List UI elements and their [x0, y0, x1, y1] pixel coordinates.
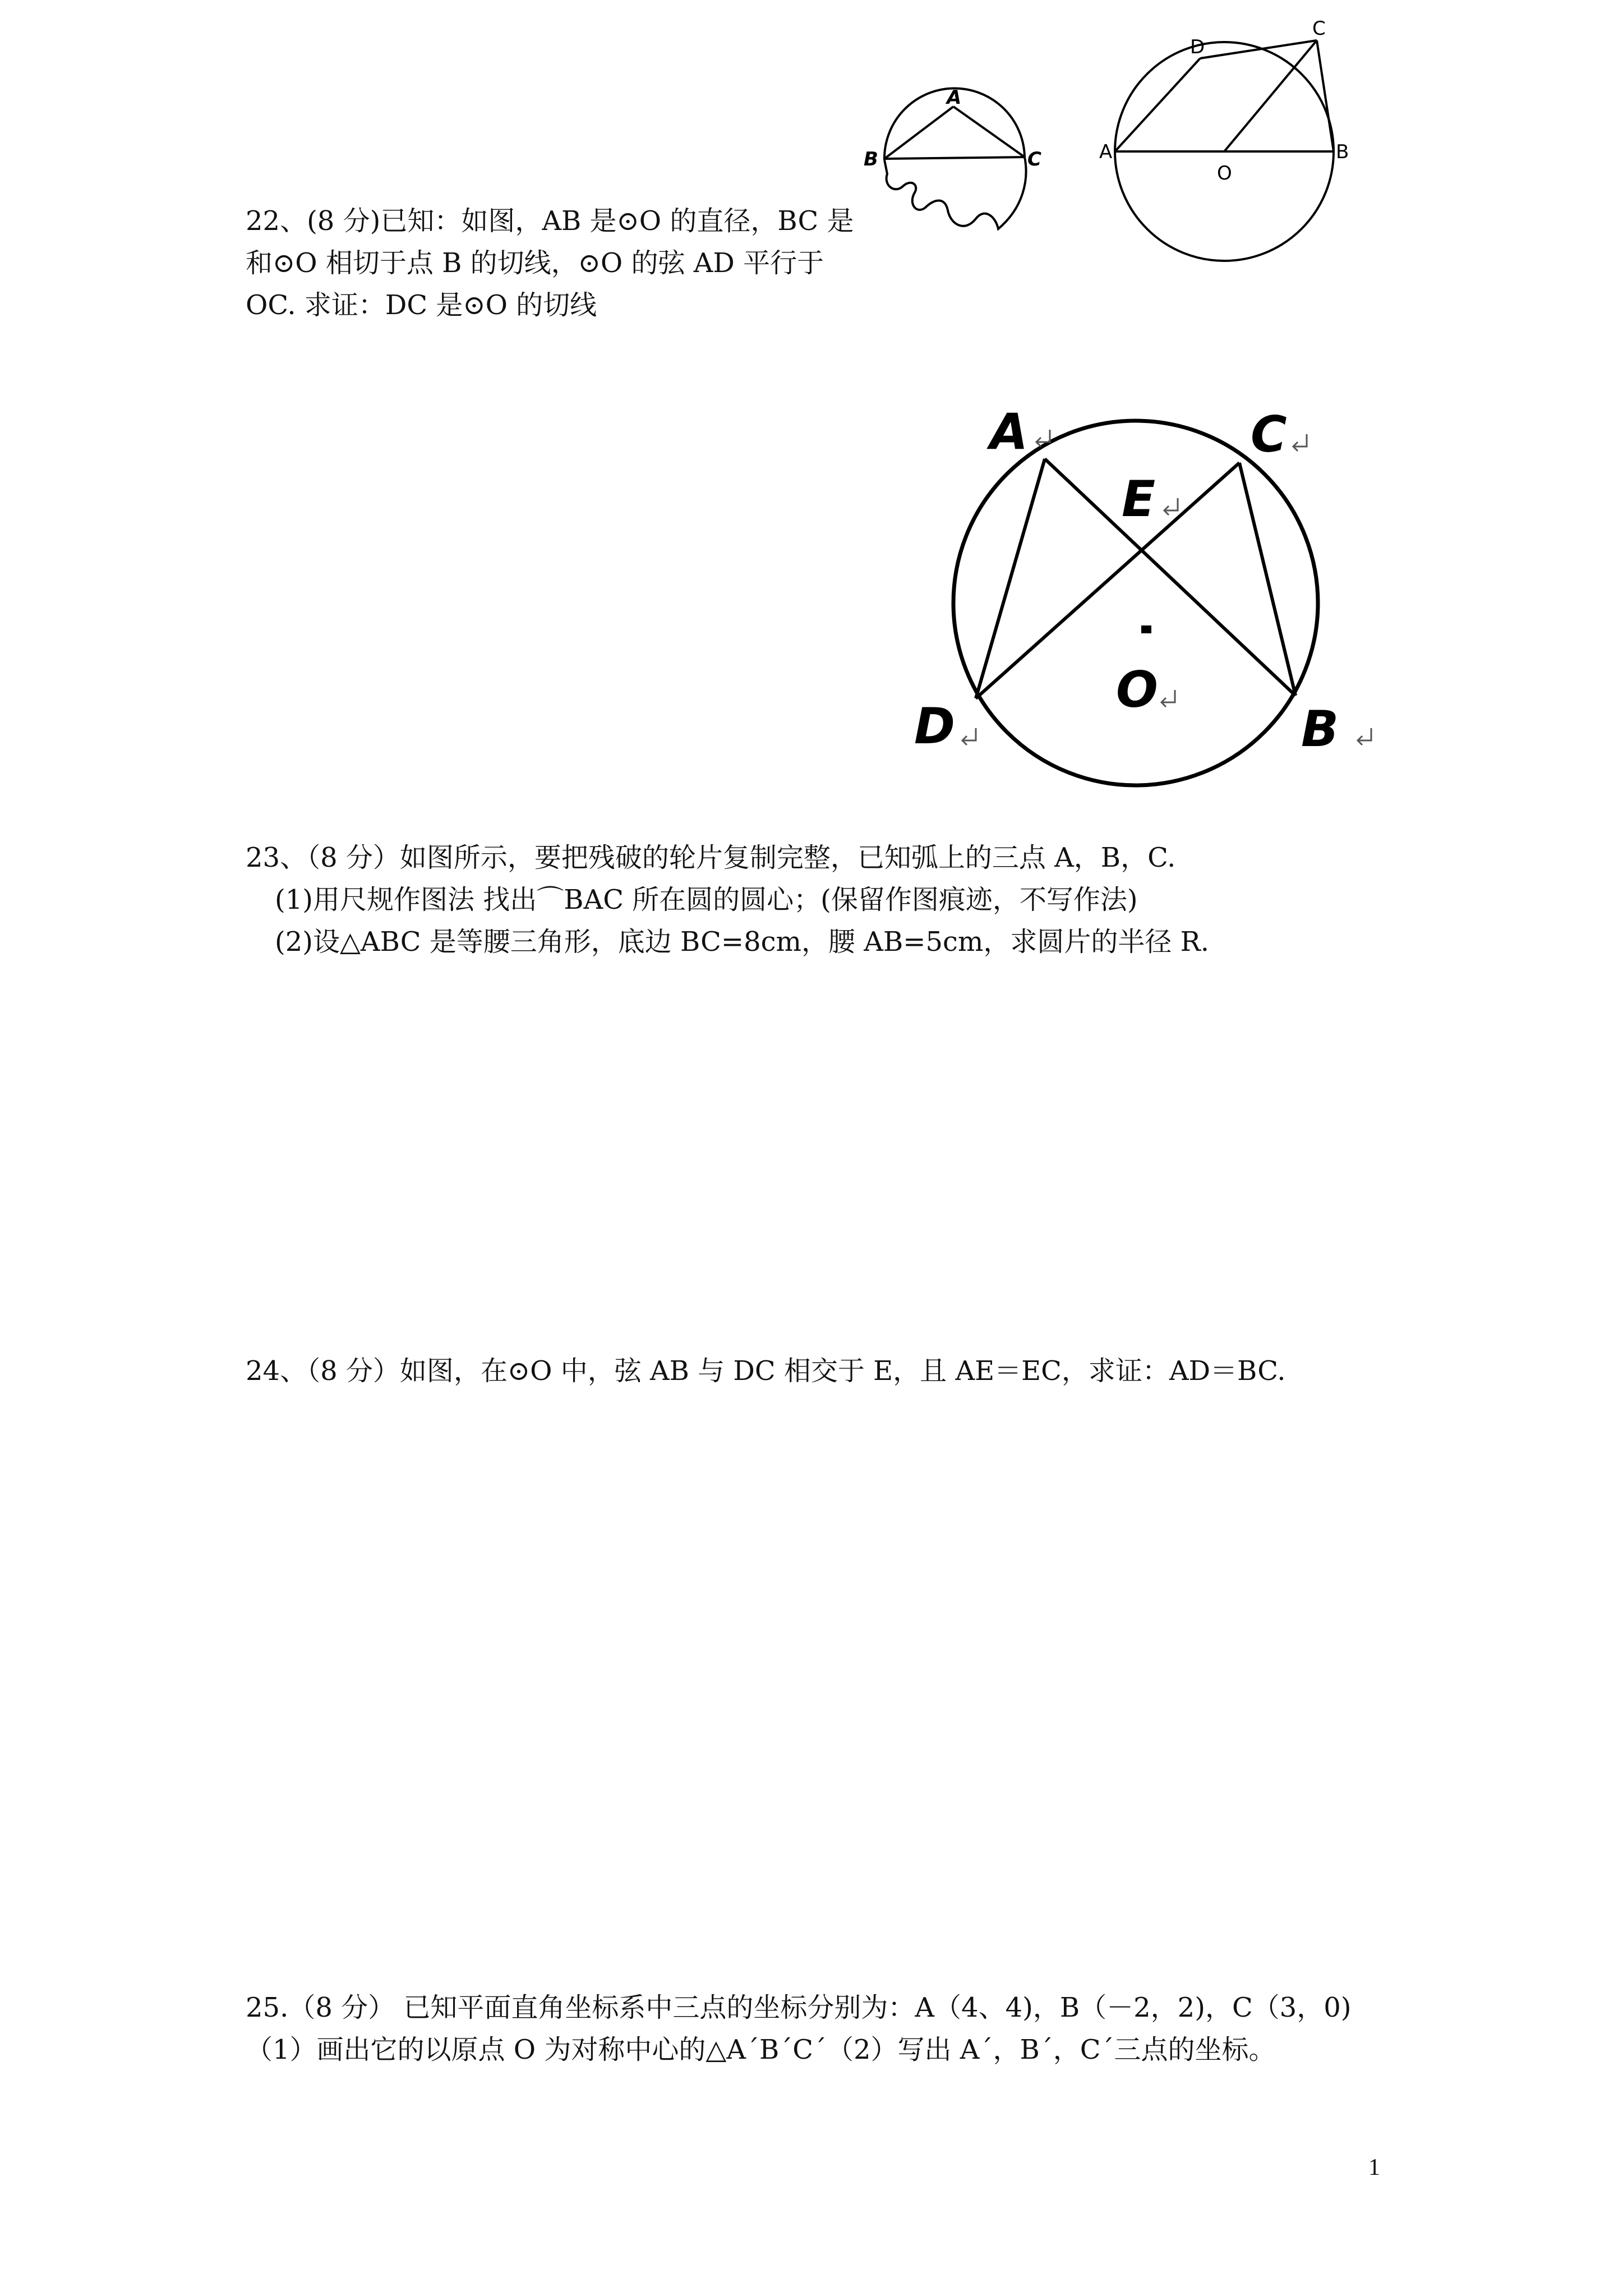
- q23-line1: 23、（8 分）如图所示，要把残破的轮片复制完整，已知弧上的三点 A，B，C.: [246, 842, 1176, 873]
- segment-cb: [1239, 463, 1295, 696]
- chord-ab: [884, 107, 953, 159]
- q23-line3: (2)设△ABC 是等腰三角形，底边 BC=8cm，腰 AB=5cm，求圆片的半径 R.: [275, 926, 1210, 958]
- segment-ad: [976, 459, 1045, 698]
- q23-line2: (1)用尺规作图法 找出⌒BAC 所在圆的圆心；(保留作图痕迹，不写作法): [275, 884, 1138, 915]
- wheel-broken-outline: [884, 157, 1026, 229]
- label-a: A: [1099, 141, 1113, 163]
- label-a: A: [990, 403, 1029, 461]
- paragraph-mark-icon: [1358, 728, 1371, 745]
- q25-line1: 25.（8 分） 已知平面直角坐标系中三点的坐标分别为：A（4、4)，B（－2，2)，C（3，0): [246, 1992, 1352, 2023]
- label-c: C: [1027, 148, 1041, 171]
- label-d: D: [914, 697, 956, 755]
- label-b: B: [1301, 700, 1339, 758]
- label-c: C: [1312, 17, 1326, 40]
- paragraph-mark-icon: [962, 728, 976, 745]
- q24-line1: 24、（8 分）如图，在⊙O 中，弦 AB 与 DC 相交于 E，且 AE＝EC，求证：AD＝BC.: [246, 1355, 1286, 1387]
- label-c: C: [1251, 406, 1287, 463]
- q22-line2: 和⊙O 相切于点 B 的切线，⊙O 的弦 AD 平行于: [246, 247, 824, 279]
- label-a: A: [947, 86, 962, 109]
- chord-ad: [1115, 58, 1200, 151]
- chord-ab: [1045, 459, 1295, 696]
- q25-line2: （1）画出它的以原点 O 为对称中心的△A´B´C´（2）写出 A´，B´，C´三点的坐标。: [246, 2034, 1276, 2065]
- center-dot: [1141, 625, 1151, 633]
- page-number: 1: [1368, 2155, 1380, 2180]
- label-o: O: [1116, 661, 1158, 719]
- broken-wheel-figure: [864, 86, 1043, 258]
- chord-bc: [884, 157, 1025, 159]
- label-b: B: [1336, 141, 1349, 163]
- intersecting-chords-figure: [909, 398, 1391, 797]
- chord-dc: [976, 463, 1239, 698]
- tangent-circle-figure: [1099, 11, 1352, 275]
- chord-ac: [953, 107, 1025, 157]
- segment-oc: [1224, 40, 1317, 151]
- label-e: E: [1122, 470, 1156, 528]
- paragraph-mark-icon: [1293, 434, 1307, 451]
- q22-line1: 22、(8 分)已知：如图，AB 是⊙O 的直径，BC 是: [246, 205, 854, 237]
- paragraph-mark-icon: [1164, 498, 1178, 515]
- paragraph-mark-icons: [962, 430, 1371, 745]
- label-b: B: [864, 148, 878, 171]
- label-d: D: [1190, 36, 1205, 58]
- label-o: O: [1217, 162, 1232, 185]
- paragraph-mark-icon: [1161, 690, 1175, 707]
- q22-line3: OC. 求证：DC 是⊙O 的切线: [246, 289, 597, 321]
